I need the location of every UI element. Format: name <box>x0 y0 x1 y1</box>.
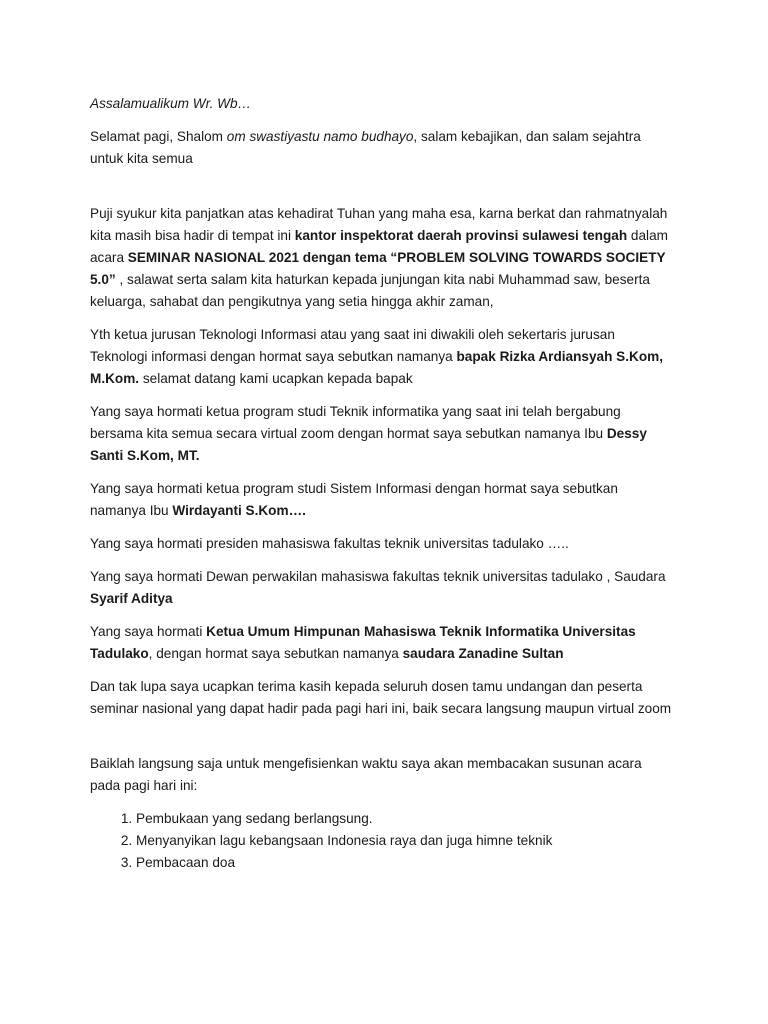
honorific-paragraph <box>90 478 672 522</box>
honoree-name: Syarif Aditya <box>90 591 173 606</box>
honorific-paragraph: Yang saya hormati presiden mahasiswa fakultas teknik universitas tadulako ….. <box>90 536 569 551</box>
honorific-text: Yang saya hormati <box>90 624 207 639</box>
gratitude-text: , salawat serta salam kita haturkan kepada junjungan kita nabi Muhammad saw, beserta keluarga, sahabat dan pengikutnya yang setia hingga akhir zaman, <box>90 272 650 309</box>
honorific-paragraph <box>90 324 672 390</box>
gratitude-paragraph <box>90 203 672 313</box>
agenda-item: 3. Pembacaan doa <box>136 852 672 874</box>
agenda-item: 1. Pembukaan yang sedang berlangsung. <box>136 808 672 830</box>
honorific-paragraph <box>90 621 672 665</box>
greeting-text: Assalamualikum Wr. Wb… <box>90 96 252 111</box>
agenda-list <box>90 808 672 874</box>
honorific-text: , dengan hormat saya sebutkan namanya <box>148 646 403 661</box>
honorific-text: Yang saya hormati Dewan perwakilan mahasiswa fakultas teknik universitas tadulako , Saudara <box>90 569 666 584</box>
honorific-text: Yang saya hormati ketua program studi Teknik informatika yang saat ini telah bergabung bersama kita semua secara virtual zoom dengan hormat saya sebutkan namanya Ibu <box>90 404 621 441</box>
honorific-text: Yang saya hormati ketua program studi Sistem Informasi dengan hormat saya sebutkan namanya Ibu <box>90 481 618 518</box>
honorific-text: selamat datang kami ucapkan kepada bapak <box>139 371 413 386</box>
venue-name: kantor inspektorat daerah provinsi sulawesi tengah <box>294 228 628 243</box>
agenda-item: 2. Menyanyikan lagu kebangsaan Indonesia raya dan juga himne teknik <box>136 830 672 852</box>
honoree-name: Dessy Santi S.Kom, MT. <box>90 426 647 463</box>
organization-name: Ketua Umum Himpunan Mahasiswa Teknik Informatika Universitas Tadulako <box>90 624 636 661</box>
salutation-part: , salam kebajikan, dan salam sejahtra untuk kita semua <box>90 129 641 166</box>
honorific-paragraph <box>90 566 672 610</box>
honorific-text: Yth ketua jurusan Teknologi Informasi atau yang saat ini diwakili oleh sekertaris jurusan Teknologi informasi dengan hormat saya sebutkan namanya <box>90 327 615 364</box>
greeting <box>90 93 672 115</box>
honoree-name: bapak Rizka Ardiansyah S.Kom, M.Kom. <box>90 349 663 386</box>
agenda-intro: Baiklah langsung saja untuk mengefisienkan waktu saya akan membacakan susunan acara pada pagi hari ini: <box>90 756 642 793</box>
opening-salutation <box>90 126 672 170</box>
honoree-name: Wirdayanti S.Kom…. <box>172 503 306 518</box>
salutation-italic: om swastiyastu namo budhayo <box>226 129 414 144</box>
gratitude-text: Puji syukur kita panjatkan atas kehadirat Tuhan yang maha esa, karna berkat dan rahmatnyalah kita masih bisa hadir di tempat ini <box>90 206 668 243</box>
event-title: SEMINAR NASIONAL 2021 dengan tema “PROBLEM SOLVING TOWARDS SOCIETY 5.0” <box>90 250 666 287</box>
gratitude-text: dalam acara <box>90 228 668 265</box>
thanks-paragraph: Dan tak lupa saya ucapkan terima kasih kepada seluruh dosen tamu undangan dan peserta seminar nasional yang dapat hadir pada pagi hari ini, baik secara langsung maupun virtual zoom <box>90 679 672 716</box>
salutation-part: Selamat pagi, Shalom <box>90 129 227 144</box>
honorific-paragraph <box>90 401 672 467</box>
honoree-name: saudara Zanadine Sultan <box>402 646 564 661</box>
